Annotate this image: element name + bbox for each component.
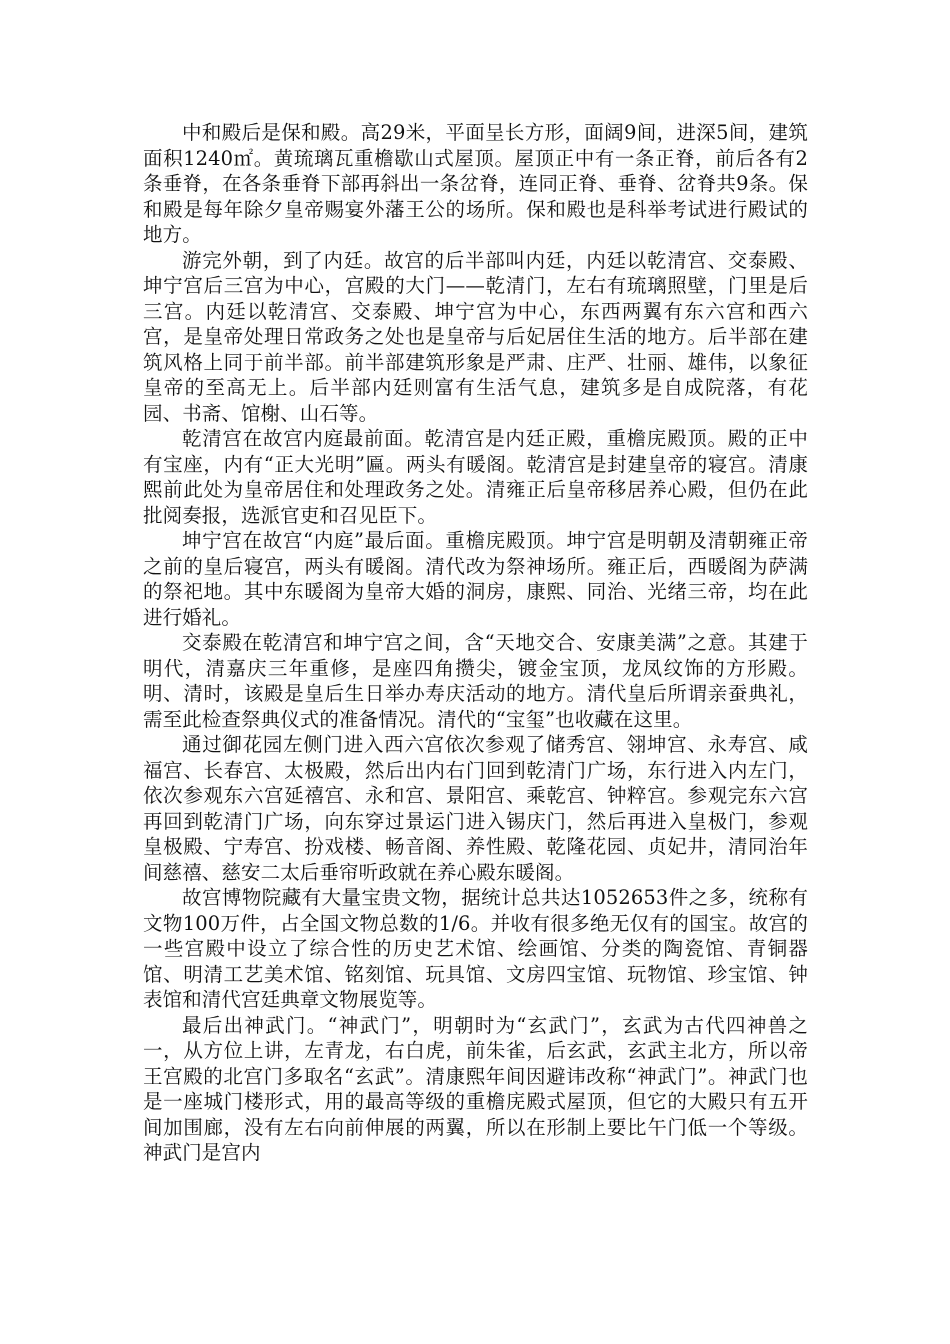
- paragraph-shenwu-gate: 最后出神武门。“神武门”，明朝时为“玄武门”，玄武为古代四神兽之一，从方位上讲，左青龙，右白虎，前朱雀，后玄武，玄武主北方，所以帝王宫殿的北宫门多取名“玄武”。清康熙年间因避讳改称“神武门”。神武门也是一座城门楼形式，用的最高等级的重檐庑殿式屋顶，但它的大殿只有五开间加围廊，没有左右向前伸展的两翼，所以在形制上要比午门低一个等级。神武门是宫内: [143, 1013, 808, 1164]
- paragraph-inner-court: 游完外朝，到了内廷。故宫的后半部叫内廷，内廷以乾清宫、交泰殿、坤宁宫后三宫为中心，宫殿的大门——乾清门，左右有琉璃照壁，门里是后三宫。内廷以乾清宫、交泰殿、坤宁宫为中心，东西两翼有东六宫和西六宫，是皇帝处理日常政务之处也是皇帝与后妃居住生活的地方。后半部在建筑风格上同于前半部。前半部建筑形象是严肃、庄严、壮丽、雄伟，以象征皇帝的至高无上。后半部内廷则富有生活气息，建筑多是自成院落，有花园、书斋、馆榭、山石等。: [143, 248, 808, 425]
- paragraph-six-palaces-tour: 通过御花园左侧门进入西六宫依次参观了储秀宫、翎坤宫、永寿宫、咸福宫、长春宫、太极殿，然后出内右门回到乾清门广场，东行进入内左门，依次参观东六宫延禧宫、永和宫、景阳宫、乘乾宫、钟粹宫。参观完东六宫再回到乾清门广场，向东穿过景运门进入锡庆门，然后再进入皇极门，参观皇极殿、宁寿宫、扮戏楼、畅音阁、养性殿、乾隆花园、贞妃井，清同治年间慈禧、慈安二太后垂帘听政就在养心殿东暖阁。: [143, 733, 808, 884]
- paragraph-jiaotai-hall: 交泰殿在乾清宫和坤宁宫之间，含“天地交合、安康美满”之意。其建于明代，清嘉庆三年重修，是座四角攒尖，镀金宝顶，龙凤纹饰的方形殿。明、清时，该殿是皇后生日举办寿庆活动的地方。清代皇后所谓亲蚕典礼，需至此检查祭典仪式的准备情况。清代的“宝玺”也收藏在这里。: [143, 631, 808, 731]
- document-body: [143, 120, 808, 1166]
- paragraph-baohe-hall: 中和殿后是保和殿。高29米，平面呈长方形，面阔9间，进深5间，建筑面积1240㎡。黄琉璃瓦重檐歇山式屋顶。屋顶正中有一条正脊，前后各有2条垂脊，在各条垂脊下部再斜出一条岔脊，连同正脊、垂脊、岔脊共9条。保和殿是每年除夕皇帝赐宴外藩王公的场所。保和殿也是科举考试进行殿试的地方。: [143, 121, 808, 246]
- paragraph-museum-collection: 故宫博物院藏有大量宝贵文物，据统计总共达1052653件之多，统称有文物100万件，占全国文物总数的1/6。并收有很多绝无仅有的国宝。故宫的一些宫殿中设立了综合性的历史艺术馆、绘画馆、分类的陶瓷馆、青铜器馆、明清工艺美术馆、铭刻馆、玩具馆、文房四宝馆、玩物馆、珍宝馆、钟表馆和清代宫廷典章文物展览等。: [143, 886, 808, 1011]
- paragraph-qianqing-palace: 乾清宫在故宫内庭最前面。乾清宫是内廷正殿，重檐庑殿顶。殿的正中有宝座，内有“正大光明”匾。两头有暖阁。乾清宫是封建皇帝的寝宫。清康熙前此处为皇帝居住和处理政务之处。清雍正后皇帝移居养心殿，但仍在此批阅奏报，选派官吏和召见臣下。: [143, 427, 808, 527]
- paragraph-kunning-palace: 坤宁宫在故宫“内庭”最后面。重檐庑殿顶。坤宁宫是明朝及清朝雍正帝之前的皇后寝宫，两头有暖阁。清代改为祭神场所。雍正后，西暖阁为萨满的祭祀地。其中东暖阁为皇帝大婚的洞房，康熙、同治、光绪三帝，均在此进行婚礼。: [143, 529, 808, 629]
